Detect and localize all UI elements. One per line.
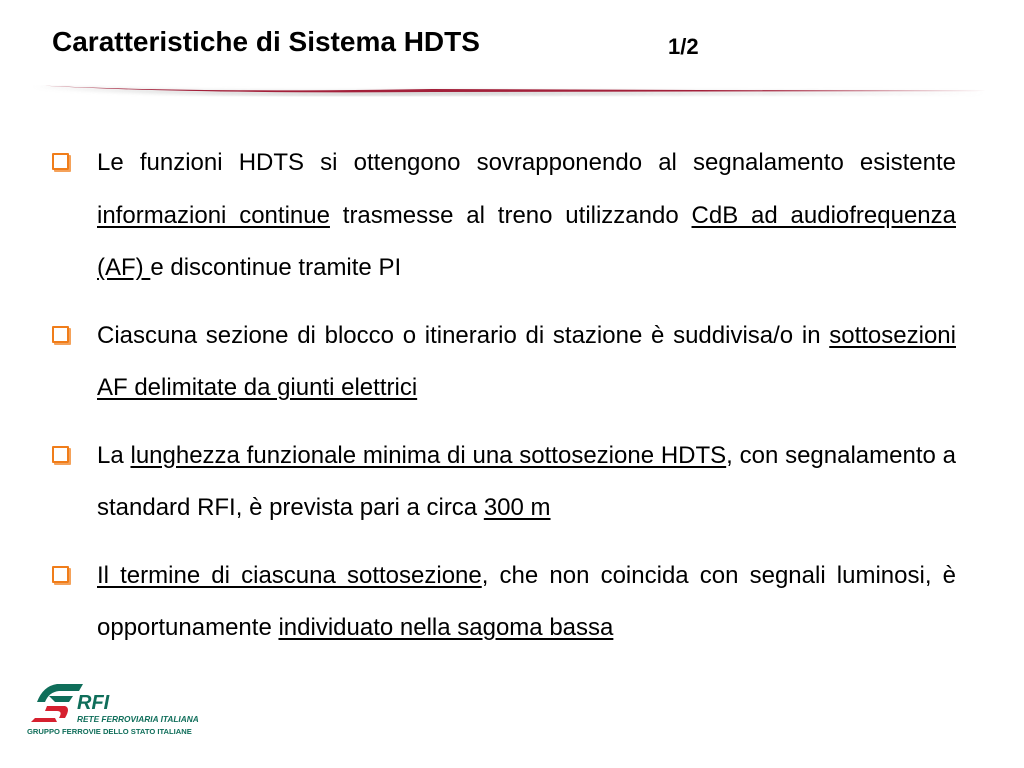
bullet-item [52, 550, 956, 655]
bullet-item [52, 430, 956, 535]
bullet-text: trasmesse al treno utilizzando [329, 201, 692, 229]
bullet-text: Ciascuna sezione di blocco o itinerario di stazione è suddivisa/o in [97, 321, 830, 349]
underlined-text: informazioni continue [97, 201, 330, 229]
underlined-text: 300 m [483, 494, 551, 521]
bullet-list [52, 137, 956, 670]
bullet-text: Le funzioni HDTS si ottengono sovrapponendo al segnalamento esistente [97, 149, 956, 176]
bullet-text: , che non coincida con segnali luminosi, è opportunamente [97, 561, 956, 641]
checkbox-bullet-icon [52, 566, 69, 583]
title-divider [32, 82, 988, 98]
underlined-text: lunghezza funzionale minima di una sottosezione HDTS [130, 441, 727, 469]
bullet-text: La [97, 441, 131, 469]
rfi-logo [27, 684, 227, 740]
page-number: 1/2 [668, 34, 699, 59]
slide-title: Caratteristiche di Sistema HDTS [52, 26, 480, 57]
bullet-text: , con segnalamento a standard RFI, è prevista pari a circa [97, 441, 956, 521]
svg-text:RETE FERROVIARIA ITALIANA: RETE FERROVIARIA ITALIANA [77, 714, 199, 724]
underlined-text: CdB ad audiofrequenza (AF) [97, 201, 956, 281]
svg-text:RFI: RFI [77, 692, 110, 714]
checkbox-bullet-icon [52, 446, 69, 463]
underlined-text: sottosezioni AF delimitate da giunti elettrici [97, 321, 956, 401]
bullet-item [52, 310, 956, 415]
bullet-item [52, 137, 956, 295]
bullet-text: e discontinue tramite PI [150, 254, 402, 281]
underlined-text: Il termine di ciascuna sottosezione [97, 561, 482, 589]
svg-text:GRUPPO FERROVIE DELLO STATO IT: GRUPPO FERROVIE DELLO STATO ITALIANE [27, 727, 192, 736]
underlined-text: individuato nella sagoma bassa [278, 614, 614, 641]
checkbox-bullet-icon [52, 326, 69, 343]
checkbox-bullet-icon [52, 153, 69, 170]
